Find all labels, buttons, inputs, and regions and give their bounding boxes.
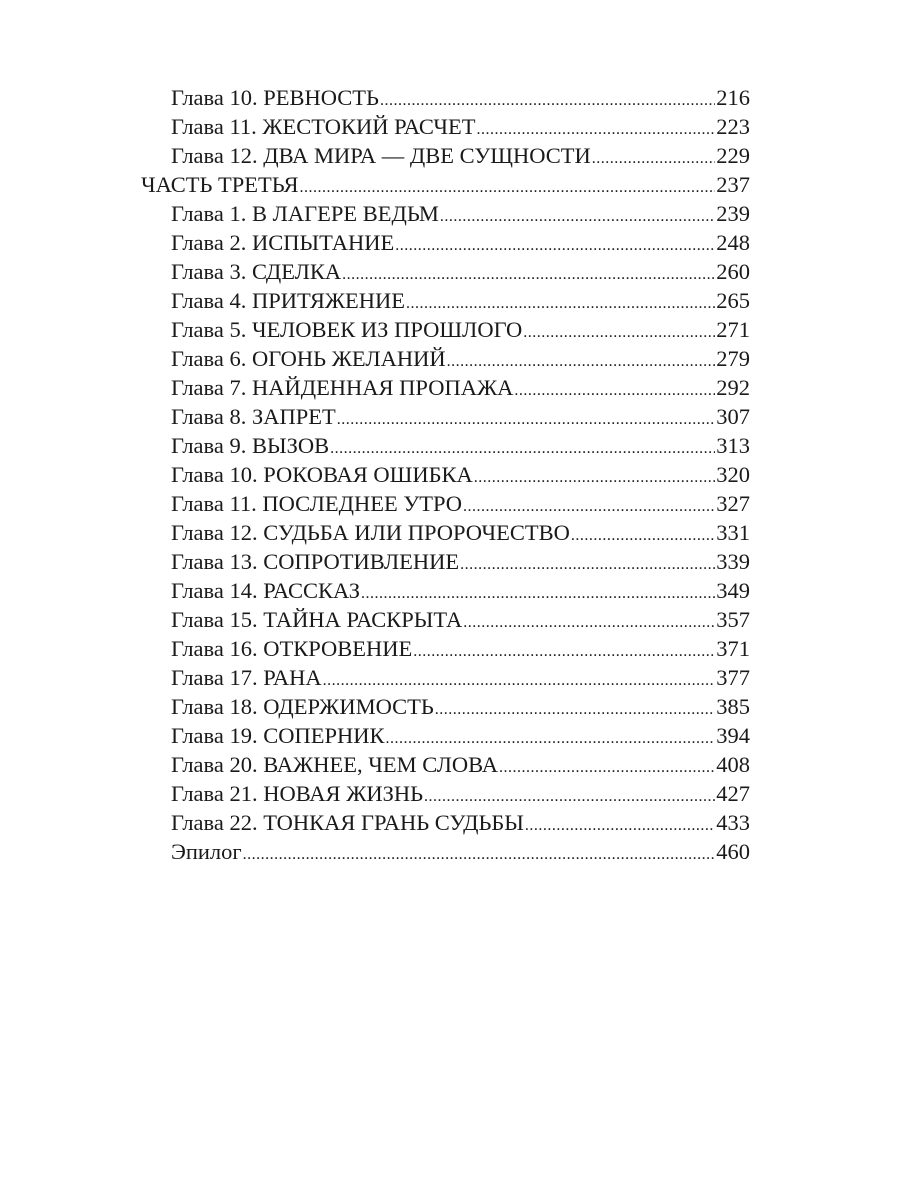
toc-entry: [141, 141, 750, 170]
toc-entry: [141, 837, 750, 866]
dot-leader: [460, 550, 715, 579]
toc-entry-page-number: 433: [716, 810, 750, 835]
toc-entry-page-number: 327: [716, 491, 750, 516]
dot-leader: [523, 318, 715, 347]
toc-entry-title: Глава 10. РОКОВАЯ ОШИБКА: [171, 462, 473, 487]
dot-leader: [300, 173, 716, 202]
dot-leader: [447, 347, 716, 376]
toc-entry-page-number: 331: [716, 520, 750, 545]
dot-leader: [361, 579, 715, 608]
dot-leader: [435, 695, 715, 724]
toc-entry: [141, 692, 750, 721]
toc-entry-title: Глава 11. ПОСЛЕДНЕЕ УТРО: [171, 491, 463, 516]
toc-entry-title: ЧАСТЬ ТРЕТЬЯ: [141, 172, 299, 197]
toc-entry: [141, 489, 750, 518]
toc-entry: [141, 431, 750, 460]
toc-entry-page-number: 408: [716, 752, 750, 777]
toc-entry-page-number: 237: [716, 172, 750, 197]
toc-entry: [141, 547, 750, 576]
toc-entry: [141, 286, 750, 315]
toc-entry-page-number: 248: [716, 230, 750, 255]
toc-entry-title: Глава 20. ВАЖНЕЕ, ЧЕМ СЛОВА: [171, 752, 498, 777]
dot-leader: [463, 492, 715, 521]
toc-entry: [141, 83, 750, 112]
toc-entry-title: Глава 17. РАНА: [171, 665, 322, 690]
toc-entry-page-number: 349: [716, 578, 750, 603]
toc-entry-page-number: 239: [716, 201, 750, 226]
dot-leader: [499, 753, 715, 782]
toc-entry: [141, 402, 750, 431]
toc-entry: [141, 344, 750, 373]
toc-entry-title: Глава 14. РАССКАЗ: [171, 578, 360, 603]
dot-leader: [514, 376, 715, 405]
dot-leader: [380, 86, 715, 115]
toc-entry-title: Глава 9. ВЫЗОВ: [171, 433, 330, 458]
toc-entry-page-number: 385: [716, 694, 750, 719]
toc-entry-page-number: 292: [716, 375, 750, 400]
toc-entry-title: Глава 8. ЗАПРЕТ: [171, 404, 336, 429]
toc-entry-title: Глава 12. СУДЬБА ИЛИ ПРОРОЧЕСТВО: [171, 520, 570, 545]
toc-entry: [141, 808, 750, 837]
toc-entry-title: Глава 11. ЖЕСТОКИЙ РАСЧЕТ: [171, 114, 476, 139]
toc-entry-page-number: 229: [716, 143, 750, 168]
toc-entry-page-number: 339: [716, 549, 750, 574]
dot-leader: [525, 811, 715, 840]
toc-entry-page-number: 357: [716, 607, 750, 632]
toc-entry: [141, 576, 750, 605]
dot-leader: [424, 782, 715, 811]
dot-leader: [440, 202, 715, 231]
toc-entry-title: Глава 2. ИСПЫТАНИЕ: [171, 230, 395, 255]
toc-entry: [141, 605, 750, 634]
toc-entry-title: Глава 22. ТОНКАЯ ГРАНЬ СУДЬБЫ: [171, 810, 524, 835]
toc-entry: [141, 721, 750, 750]
toc-entry-page-number: 313: [716, 433, 750, 458]
toc-entry-page-number: 377: [716, 665, 750, 690]
toc-entry: [141, 112, 750, 141]
dot-leader: [406, 289, 715, 318]
dot-leader: [323, 666, 716, 695]
toc-entry-title: Глава 12. ДВА МИРА — ДВЕ СУЩНОСТИ: [171, 143, 591, 168]
toc-entry-page-number: 371: [716, 636, 750, 661]
toc-entry-title: Глава 6. ОГОНЬ ЖЕЛАНИЙ: [171, 346, 446, 371]
toc-entry-page-number: 307: [716, 404, 750, 429]
toc-part-heading: [141, 170, 750, 199]
toc-entry: [141, 779, 750, 808]
toc-entry-title: Глава 13. СОПРОТИВЛЕНИЕ: [171, 549, 460, 574]
dot-leader: [386, 724, 716, 753]
toc-entry: [141, 199, 750, 228]
toc-entry-title: Глава 19. СОПЕРНИК: [171, 723, 385, 748]
dot-leader: [243, 840, 716, 869]
toc-entry-page-number: 223: [716, 114, 750, 139]
toc-entry-page-number: 320: [716, 462, 750, 487]
toc-entry-page-number: 460: [716, 839, 750, 864]
dot-leader: [395, 231, 715, 260]
table-of-contents: [141, 83, 750, 866]
dot-leader: [474, 463, 715, 492]
dot-leader: [330, 434, 715, 463]
toc-entry: [141, 634, 750, 663]
toc-entry: [141, 373, 750, 402]
toc-entry: [141, 257, 750, 286]
toc-entry-title: Глава 16. ОТКРОВЕНИЕ: [171, 636, 413, 661]
toc-entry: [141, 750, 750, 779]
toc-entry: [141, 228, 750, 257]
toc-entry-title: Глава 10. РЕВНОСТЬ: [171, 85, 379, 110]
dot-leader: [413, 637, 715, 666]
toc-entry-page-number: 271: [716, 317, 750, 342]
toc-entry-title: Глава 7. НАЙДЕННАЯ ПРОПАЖА: [171, 375, 514, 400]
toc-entry-title: Глава 3. СДЕЛКА: [171, 259, 342, 284]
toc-entry-title: Эпилог: [171, 839, 242, 864]
dot-leader: [571, 521, 715, 550]
toc-entry-page-number: 427: [716, 781, 750, 806]
toc-entry-page-number: 260: [716, 259, 750, 284]
dot-leader: [337, 405, 716, 434]
toc-entry-title: Глава 18. ОДЕРЖИМОСТЬ: [171, 694, 434, 719]
toc-entry-title: Глава 1. В ЛАГЕРЕ ВЕДЬМ: [171, 201, 439, 226]
toc-entry-page-number: 279: [716, 346, 750, 371]
toc-entry-title: Глава 4. ПРИТЯЖЕНИЕ: [171, 288, 406, 313]
toc-entry-page-number: 216: [716, 85, 750, 110]
toc-entry-page-number: 394: [716, 723, 750, 748]
toc-entry: [141, 518, 750, 547]
dot-leader: [342, 260, 715, 289]
toc-entry-title: Глава 15. ТАЙНА РАСКРЫТА: [171, 607, 463, 632]
dot-leader: [463, 608, 715, 637]
toc-entry: [141, 663, 750, 692]
toc-entry-title: Глава 21. НОВАЯ ЖИЗНЬ: [171, 781, 424, 806]
dot-leader: [476, 115, 715, 144]
toc-entry: [141, 460, 750, 489]
dot-leader: [592, 144, 715, 173]
toc-entry-title: Глава 5. ЧЕЛОВЕК ИЗ ПРОШЛОГО: [171, 317, 523, 342]
toc-entry: [141, 315, 750, 344]
toc-entry-page-number: 265: [716, 288, 750, 313]
